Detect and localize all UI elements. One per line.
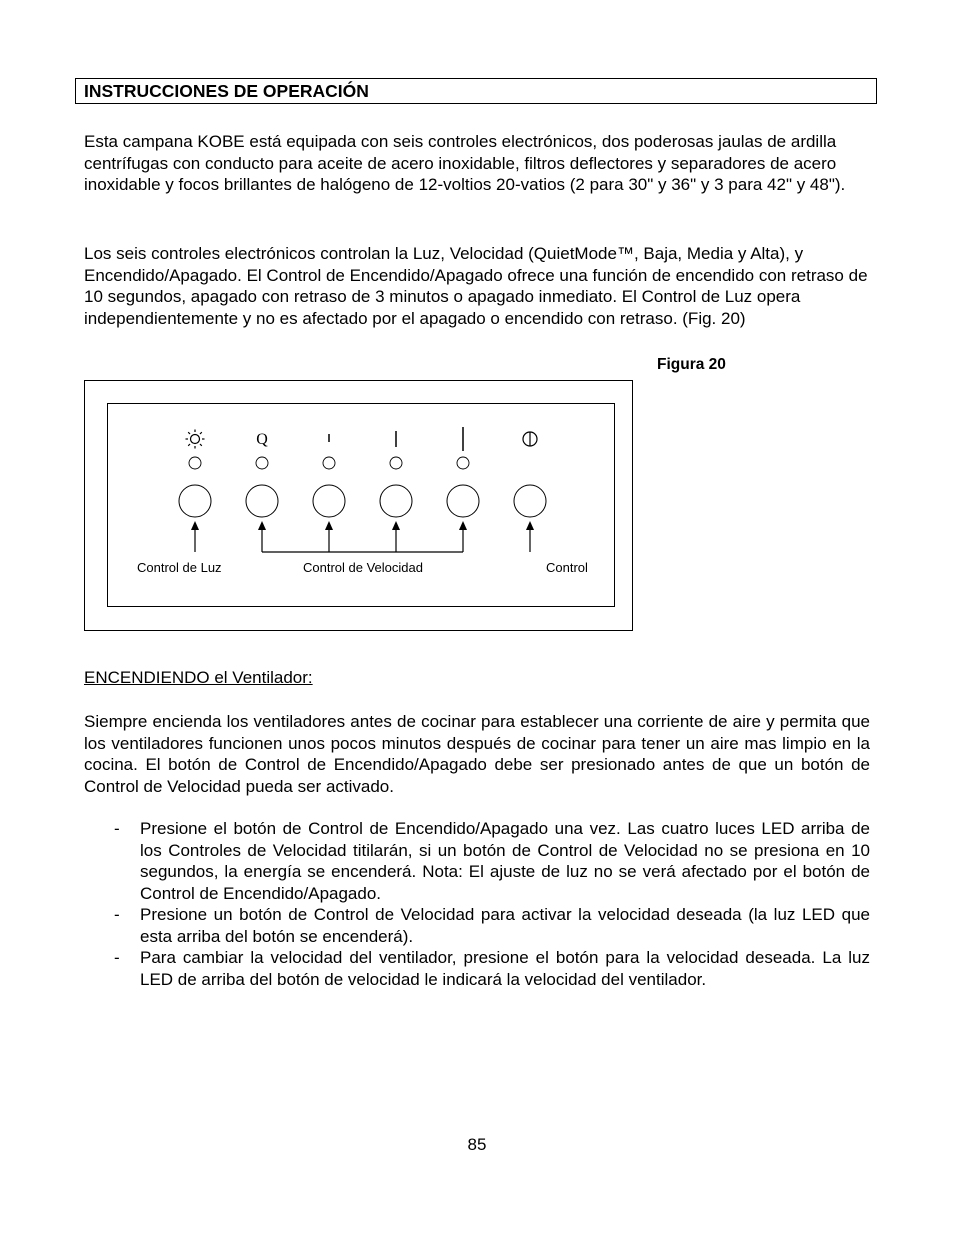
figure-label: Figura 20	[657, 356, 726, 373]
controls-paragraph: Los seis controles electrónicos controlan la Luz, Velocidad (QuietMode™, Baja, Media y Alta), y Encendido/Apagado. El Control de Encendido/Apagado ofrece una función de encendido con retraso de 10 segundos, apagado con retraso de 3 minutos o apagado inmediato. El Control de Luz opera independientemente y no es afectado por el apagado o encendido con retraso. (Fig. 20)	[84, 244, 868, 328]
speed-low-button[interactable]	[313, 485, 345, 517]
control-panel-diagram	[107, 403, 615, 607]
sun-icon	[186, 430, 205, 449]
led-light	[189, 457, 201, 469]
power-button[interactable]	[514, 485, 546, 517]
list-item-text: Presione el botón de Control de Encendido/Apagado una vez. Las cuatro luces LED arriba de los Controles de Velocidad titilarán, si un botón de Control de Velocidad no se presiona en 10 segundos, la energía se encenderá. Nota: El ajuste de luz no se verá afectado por el botón de Control de Encendido/Apagado.	[140, 819, 870, 903]
power-icon	[523, 432, 537, 446]
speed-arrows	[258, 521, 467, 552]
led-speed-low	[323, 457, 335, 469]
list-item	[84, 947, 870, 990]
led-speed-medium	[390, 457, 402, 469]
bullet-dash: -	[114, 905, 120, 924]
power-control-label: Control	[546, 560, 588, 575]
list-item	[84, 904, 870, 947]
section-title: INSTRUCCIONES DE OPERACIÓN	[75, 78, 877, 104]
led-speed-high	[457, 457, 469, 469]
led-quietmode	[256, 457, 268, 469]
page-number: 85	[467, 1135, 487, 1154]
list-item-text: Presione un botón de Control de Velocidad para activar la velocidad deseada (la luz LED que esta arriba del botón se encenderá).	[140, 905, 870, 946]
light-arrow	[191, 521, 199, 552]
list-item-text: Para cambiar la velocidad del ventilador, presione el botón para la velocidad deseada. La luz LED de arriba del botón de velocidad le indicará la velocidad del ventilador.	[140, 948, 870, 989]
light-control-label: Control de Luz	[137, 560, 222, 575]
bullet-dash: -	[114, 819, 120, 838]
speed-high-button[interactable]	[447, 485, 479, 517]
bullet-dash: -	[114, 948, 120, 967]
intro-paragraph: Esta campana KOBE está equipada con seis controles electrónicos, dos poderosas jaulas de ardilla centrífugas con conducto para aceite de acero inoxidable, filtros deflectores y separadores de acero inoxidable y focos brillantes de halógeno de 12-voltios 20-vatios (2 para 30" y 36" y 3 para 42" y 48").	[84, 132, 846, 194]
power-arrow	[526, 521, 534, 552]
light-button[interactable]	[179, 485, 211, 517]
speed-medium-button[interactable]	[380, 485, 412, 517]
quietmode-button[interactable]	[246, 485, 278, 517]
fan-paragraph: Siempre encienda los ventiladores antes de cocinar para establecer una corriente de aire y permita que los ventiladores funcionen unos pocos minutos después de cocinar para tener un aire mas limpio en la cocina. El botón de Control de Encendido/Apagado debe ser presionado antes de que un botón de Control de Velocidad pueda ser activado.	[84, 712, 870, 796]
instruction-list	[84, 818, 870, 990]
speed-control-label: Control de Velocidad	[303, 560, 423, 575]
section-heading: ENCENDIENDO el Ventilador:	[84, 668, 313, 687]
quietmode-icon: Q	[256, 431, 268, 448]
list-item	[84, 818, 870, 904]
